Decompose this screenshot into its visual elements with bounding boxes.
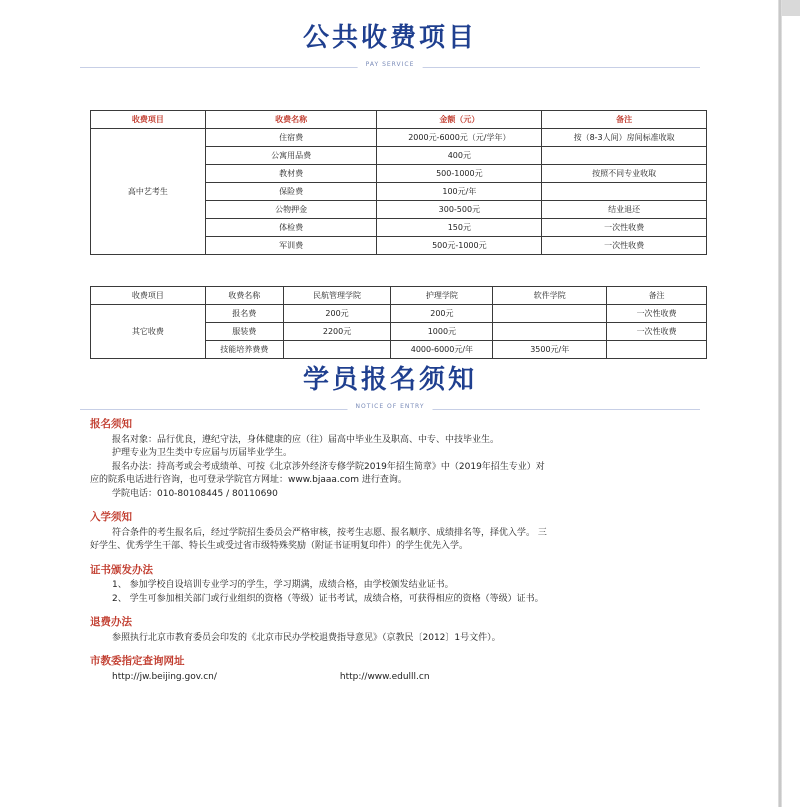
- fee-cell: 200元: [283, 305, 391, 323]
- fees-section-subtitle: PAY SERVICE: [358, 61, 423, 68]
- certificate-heading: 证书颁发办法: [90, 563, 153, 576]
- notice-section-title: 学员报名须知: [302, 365, 477, 395]
- refund-block: [90, 616, 720, 645]
- fee-amount: 500-1000元: [377, 165, 542, 183]
- table-header-row: [91, 111, 707, 129]
- header-cell: 收费项目: [91, 111, 206, 129]
- fee-amount: 300-500元: [377, 201, 542, 219]
- fee-name: 军训费: [205, 237, 377, 255]
- refund-heading: 退费办法: [90, 616, 132, 628]
- certificate-block: [90, 564, 720, 607]
- header-cell: 软件学院: [493, 287, 607, 305]
- admission-block: [90, 511, 720, 554]
- fee-note: 一次性收费: [542, 219, 707, 237]
- fee-cell: 2200元: [283, 323, 391, 341]
- urls-block: [90, 655, 720, 684]
- fee-name: 住宿费: [205, 129, 377, 147]
- fee-name: 公物押金: [205, 201, 377, 219]
- fee-cell: 1000元: [391, 323, 493, 341]
- fee-note: 按照不同专业收取: [542, 165, 707, 183]
- urls-heading: 市教委指定查询网址: [90, 655, 185, 667]
- registration-line: 应的院系电话进行咨询，也可登录学院官方网址：www.bjaaa.com 进行查询。: [90, 475, 407, 485]
- fee-name: 保险费: [205, 183, 377, 201]
- scan-edge: [778, 0, 782, 807]
- header-cell: 备注: [542, 111, 707, 129]
- admission-line: 好学生、优秀学生干部、特长生或受过省市级特殊奖励（附证书证明复印件）的学生优先入学。: [90, 541, 469, 551]
- fee-note: 按（8-3人间）房间标准收取: [542, 129, 707, 147]
- notice-section-subtitle: NOTICE OF ENTRY: [347, 403, 432, 410]
- other-fees-table: [90, 286, 707, 359]
- registration-block: [90, 418, 720, 501]
- certificate-line: 2、 学生可参加相关部门或行业组织的资格（等级）证书考试，成绩合格，可获得相应的资格（等级）证书。: [112, 593, 544, 604]
- fee-cell: 200元: [391, 305, 493, 323]
- header-cell: 民航管理学院: [283, 287, 391, 305]
- fee-amount: 500元-1000元: [377, 237, 542, 255]
- registration-line: 护理专业为卫生类中专应届与历届毕业学生。: [112, 448, 293, 458]
- admission-line: 符合条件的考生报名后，经过学院招生委员会严格审核，按考生志愿、报名顺序、成绩排名等，择优入学。 三: [112, 527, 547, 538]
- fee-name: 技能培养费费: [205, 341, 283, 359]
- fee-cell: [493, 323, 607, 341]
- fee-name: 报名费: [205, 305, 283, 323]
- public-fees-table: [90, 110, 707, 255]
- fee-name: 教材费: [205, 165, 377, 183]
- fee-name: 服装费: [205, 323, 283, 341]
- header-cell: 收费名称: [205, 111, 377, 129]
- fee-note: [607, 341, 707, 359]
- fee-cell: [493, 305, 607, 323]
- registration-phone: 学院电话：010-80108445 / 80110690: [112, 488, 278, 499]
- fees-section-title: 公共收费项目: [302, 23, 477, 53]
- header-cell: 收费名称: [205, 287, 283, 305]
- fee-note: 结业退还: [542, 201, 707, 219]
- certificate-line: 1、 参加学校自设培训专业学习的学生，学习期满，成绩合格，由学校颁发结业证书。: [112, 580, 454, 590]
- fee-name: 公寓用品费: [205, 147, 377, 165]
- refund-line: 参照执行北京市教育委员会印发的《北京市民办学校退费指导意见》（京教民〔2012〕1号文件）。: [112, 632, 501, 643]
- group-label: 其它收费: [91, 305, 206, 359]
- notice-section-header: [60, 360, 720, 420]
- fee-note: 一次性收费: [607, 305, 707, 323]
- fee-cell: 3500元/年: [493, 341, 607, 359]
- fee-amount: 100元/年: [377, 183, 542, 201]
- notice-subtitle-rule: [80, 400, 700, 420]
- header-cell: 金额（元）: [377, 111, 542, 129]
- header-cell: 护理学院: [391, 287, 493, 305]
- group-label: 高中艺考生: [91, 129, 206, 255]
- table-row: [91, 305, 707, 323]
- table-row: [91, 129, 707, 147]
- table-header-row: [91, 287, 707, 305]
- page: [60, 18, 720, 778]
- fee-note: 一次性收费: [542, 237, 707, 255]
- header-cell: 收费项目: [91, 287, 206, 305]
- fee-note: 一次性收费: [607, 323, 707, 341]
- fee-cell: 4000-6000元/年: [391, 341, 493, 359]
- admission-heading: 入学须知: [90, 511, 132, 523]
- fee-amount: 2000元-6000元（元/学年）: [377, 129, 542, 147]
- fee-amount: 400元: [377, 147, 542, 165]
- fee-note: [542, 147, 707, 165]
- registration-line: 报名办法：持高考或会考成绩单、可按《北京涉外经济专修学院2019年招生简章》中（2019年招生专业）对: [112, 461, 545, 472]
- urls-line: [90, 671, 720, 685]
- url-link-jw[interactable]: http://jw.beijing.gov.cn/: [112, 671, 217, 682]
- registration-line: 报名对象：品行优良，遵纪守法，身体健康的应（往）届高中毕业生及职高、中专、中技毕业生。: [112, 434, 500, 445]
- fee-cell: [283, 341, 391, 359]
- fee-name: 体检费: [205, 219, 377, 237]
- url-link-edulll[interactable]: http://www.edulll.cn: [339, 671, 430, 682]
- registration-heading: 报名须知: [90, 418, 132, 430]
- header-cell: 备注: [607, 287, 707, 305]
- fee-amount: 150元: [377, 219, 542, 237]
- notice-body: [90, 418, 720, 694]
- fees-subtitle-rule: [80, 58, 700, 78]
- fee-note: [542, 183, 707, 201]
